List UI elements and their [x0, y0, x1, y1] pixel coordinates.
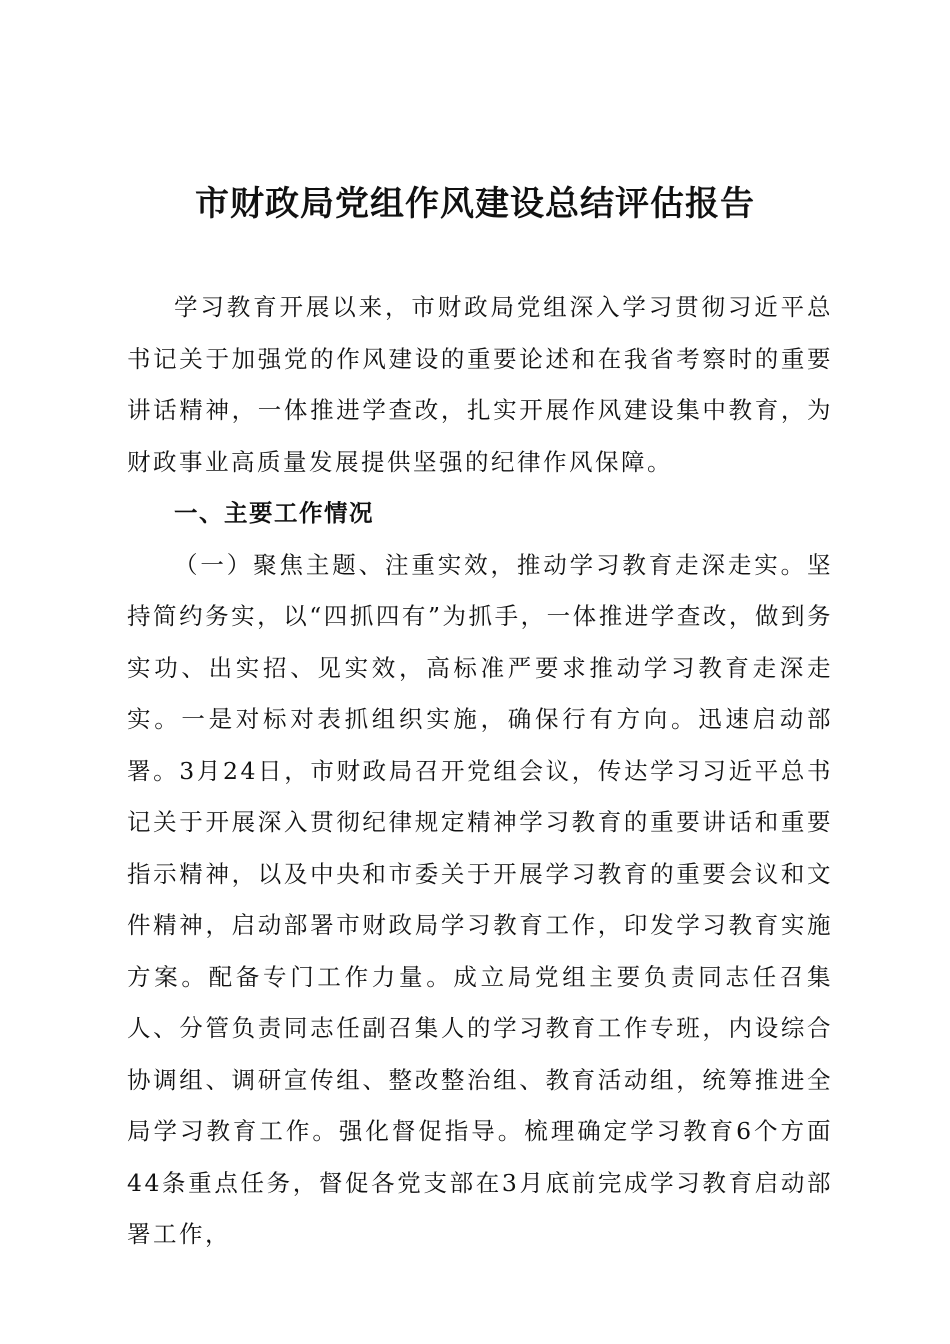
section-heading: 一、主要工作情况 — [174, 499, 374, 527]
intro-paragraph: 学习教育开展以来，市财政局党组深入学习贯彻习近平总书记关于加强党的作风建设的重要论述和在我省考察时的重要讲话精神，一体推进学查改，扎实开展作风建设集中教育，为财政事业高质量发展提供坚强的纪律作风保障。 — [127, 293, 833, 476]
document-body — [127, 282, 833, 1261]
section-paragraph: （一）聚焦主题、注重实效，推动学习教育走深走实。坚持简约务实，以“四抓四有”为抓手，一体推进学查改，做到务实功、出实招、见实效，高标准严要求推动学习教育走深走实。一是对标对表抓组织实施，确保行有方向。迅速启动部署。3月24日，市财政局召开党组会议，传达学习习近平总书记关于开展深入贯彻纪律规定精神学习教育的重要讲话和重要指示精神，以及中央和市委关于开展学习教育的重要会议和文件精神，启动部署市财政局学习教育工作，印发学习教育实施方案。配备专门工作力量。成立局党组主要负责同志任召集人、分管负责同志任副召集人的学习教育工作专班，内设综合协调组、调研宣传组、整改整治组、教育活动组，统筹推进全局学习教育工作。强化督促指导。梳理确定学习教育6个方面44条重点任务，督促各党支部在3月底前完成学习教育启动部署工作， — [127, 550, 833, 1248]
document-title: 市财政局党组作风建设总结评估报告 — [195, 184, 755, 224]
